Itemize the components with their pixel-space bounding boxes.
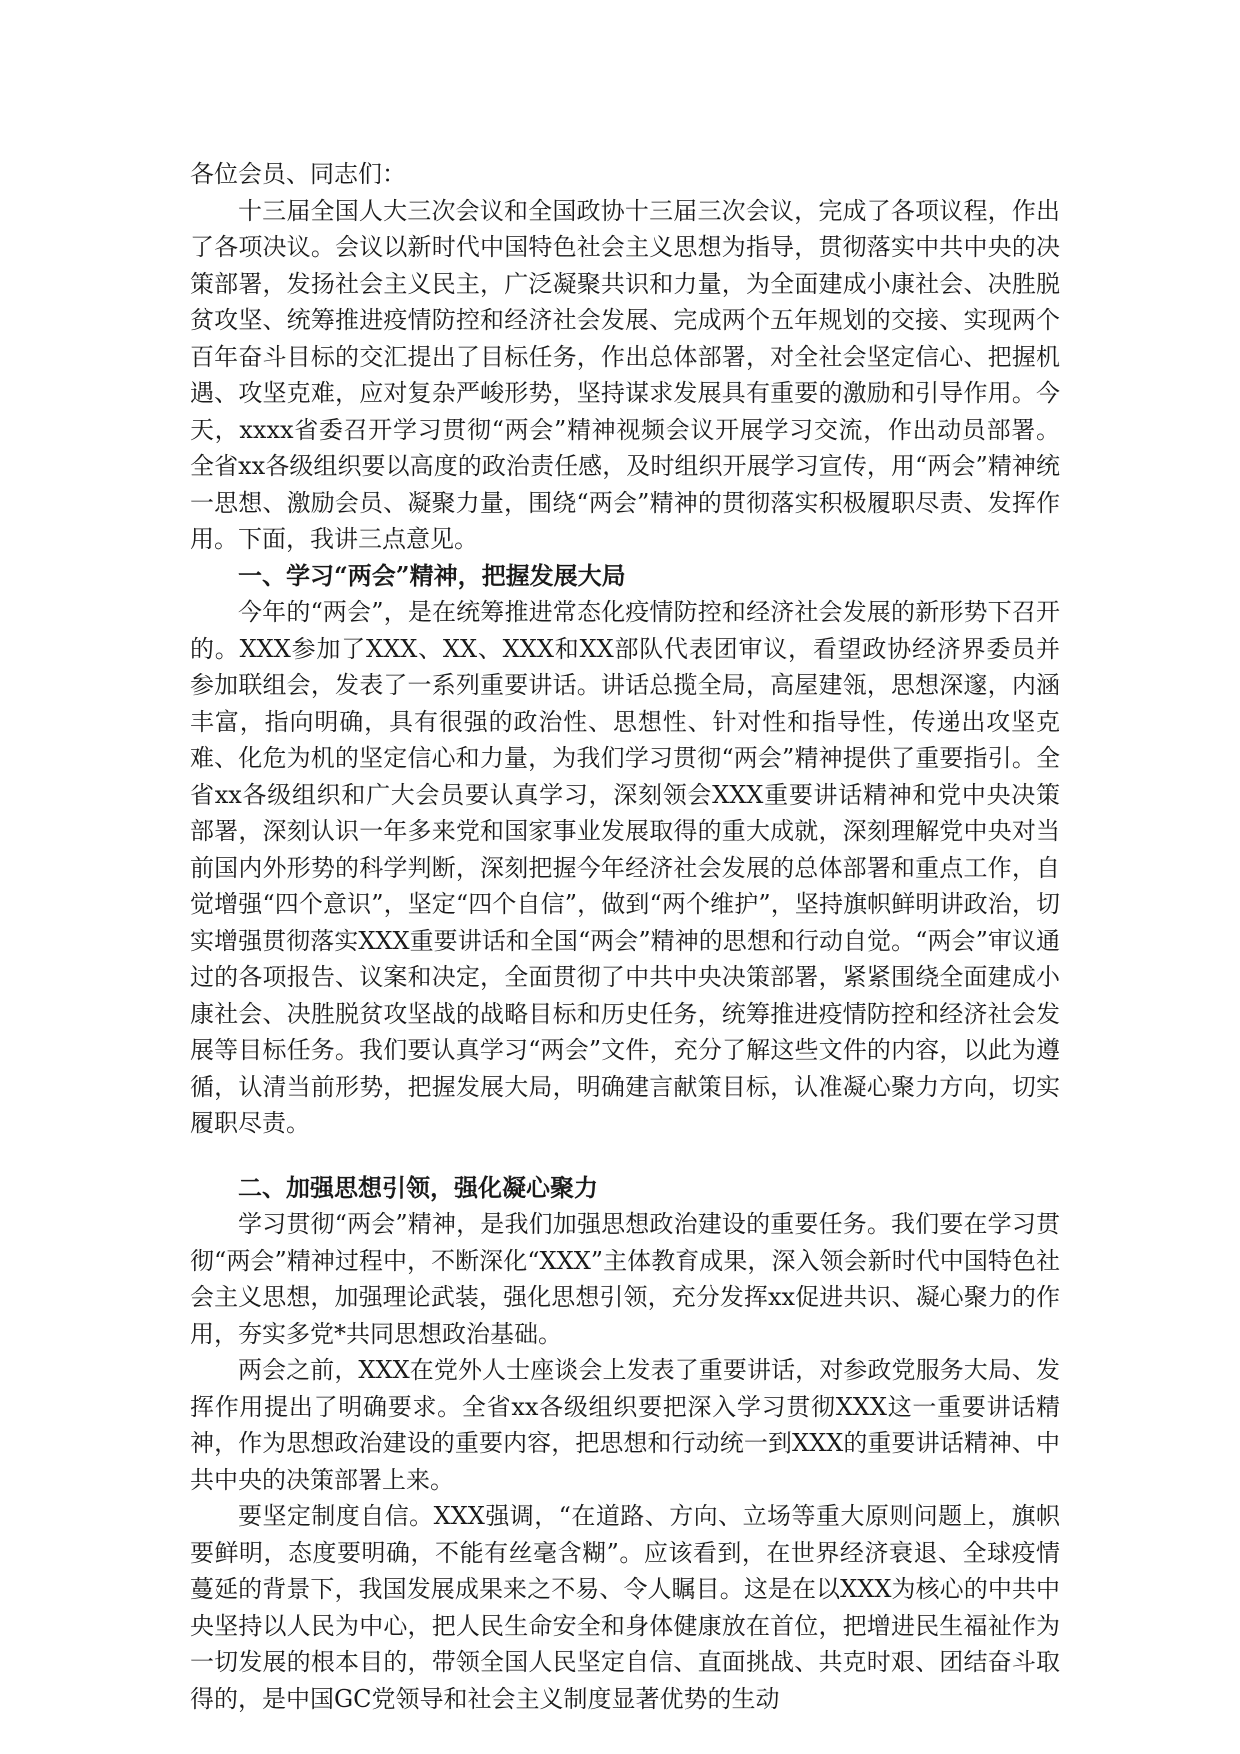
section-2-heading: 二、加强思想引领，强化凝心聚力: [238, 1172, 598, 1202]
section-2-paragraph: 两会之前，XXX在党外人士座谈会上发表了重要讲话，对参政党服务大局、发挥作用提出了明确要求。全省xx各级组织要把深入学习贯彻XXX这一重要讲话精神，作为思想政治建设的重要内容，把思想和行动统一到XXX的重要讲话精神、中共中央的决策部署上来。: [190, 1356, 1060, 1494]
section-2-paragraph: 要坚定制度自信。XXX强调，“在道路、方向、立场等重大原则问题上，旗帜要鲜明，态度要明确，不能有丝毫含糊”。应该看到，在世界经济衰退、全球疫情蔓延的背景下，我国发展成果来之不易、令人瞩目。这是在以XXX为核心的中共中央坚持以人民为中心，把人民生命安全和身体健康放在首位，把增进民生福祉作为一切发展的根本目的，带领全国人民坚定自信、直面挑战、共克时艰、团结奋斗取得的，是中国GC党领导和社会主义制度显著优势的生动: [190, 1502, 1060, 1713]
section-1-paragraph: 今年的“两会”，是在统筹推进常态化疫情防控和经济社会发展的新形势下召开的。XXX参加了XXX、XX、XXX和XX部队代表团审议，看望政协经济界委员并参加联组会，发表了一系列重要讲话。讲话总揽全局，高屋建瓴，思想深邃，内涵丰富，指向明确，具有很强的政治性、思想性、针对性和指导性，传递出攻坚克难、化危为机的坚定信心和力量，为我们学习贯彻“两会”精神提供了重要指引。全省xx各级组织和广大会员要认真学习，深刻领会XXX重要讲话精神和党中央决策部署，深刻认识一年多来党和国家事业发展取得的重大成就，深刻理解党中央对当前国内外形势的科学判断，深刻把握今年经济社会发展的总体部署和重点工作，自觉增强“四个意识”，坚定“四个自信”，做到“两个维护”，坚持旗帜鲜明讲政治，切实增强贯彻落实XXX重要讲话和全国“两会”精神的思想和行动自觉。“两会”审议通过的各项报告、议案和决定，全面贯彻了中共中央决策部署，紧紧围绕全面建成小康社会、决胜脱贫攻坚战的战略目标和历史任务，统筹推进疫情防控和经济社会发展等目标任务。我们要认真学习“两会”文件，充分了解这些文件的内容，以此为遵循，认清当前形势，把握发展大局，明确建言献策目标，认准凝心聚力方向，切实履职尽责。: [190, 598, 1060, 1137]
section-1-heading: 一、学习“两会”精神，把握发展大局: [238, 560, 626, 590]
salutation: 各位会员、同志们：: [190, 160, 406, 188]
document-page: [190, 156, 1060, 1717]
intro-paragraph: 十三届全国人大三次会议和全国政协十三届三次会议，完成了各项议程，作出了各项决议。会议以新时代中国特色社会主义思想为指导，贯彻落实中共中央的决策部署，发扬社会主义民主，广泛凝聚共识和力量，为全面建成小康社会、决胜脱贫攻坚、统筹推进疫情防控和经济社会发展、完成两个五年规划的交接、实现两个百年奋斗目标的交汇提出了目标任务，作出总体部署，对全社会坚定信心、把握机遇、攻坚克难，应对复杂严峻形势，坚持谋求发展具有重要的激励和引导作用。今天，xxxx省委召开学习贯彻“两会”精神视频会议开展学习交流，作出动员部署。全省xx各级组织要以高度的政治责任感，及时组织开展学习宣传，用“两会”精神统一思想、激励会员、凝聚力量，围绕“两会”精神的贯彻落实积极履职尽责、发挥作用。下面，我讲三点意见。: [190, 196, 1060, 553]
section-2-paragraph: 学习贯彻“两会”精神，是我们加强思想政治建设的重要任务。我们要在学习贯彻“两会”精神过程中，不断深化“XXX”主体教育成果，深入领会新时代中国特色社会主义思想，加强理论武装，强化思想引领，充分发挥xx促进共识、凝心聚力的作用，夯实多党*共同思想政治基础。: [190, 1210, 1060, 1348]
